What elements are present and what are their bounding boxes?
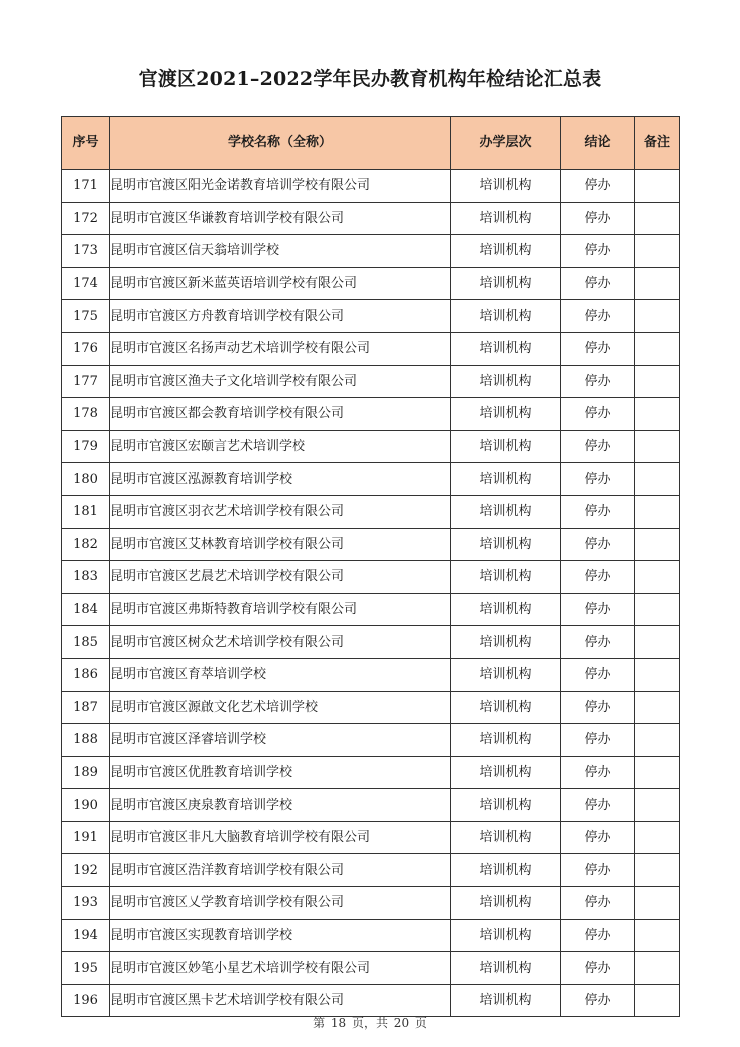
table-row — [62, 300, 680, 333]
cell-level: 培训机构 — [451, 332, 561, 365]
cell-no: 175 — [62, 300, 110, 333]
cell-level: 培训机构 — [451, 528, 561, 561]
cell-no: 187 — [62, 691, 110, 724]
cell-school-name: 昆明市官渡区实现教育培训学校 — [110, 919, 451, 952]
cell-no: 186 — [62, 658, 110, 691]
cell-level: 培训机构 — [451, 398, 561, 431]
table-body — [62, 170, 680, 1017]
cell-school-name: 昆明市官渡区浩洋教育培训学校有限公司 — [110, 854, 451, 887]
table-row — [62, 593, 680, 626]
header-no: 序号 — [62, 117, 110, 170]
cell-school-name: 昆明市官渡区妙笔小星艺术培训学校有限公司 — [110, 952, 451, 985]
cell-level: 培训机构 — [451, 756, 561, 789]
cell-level: 培训机构 — [451, 235, 561, 268]
table-row — [62, 724, 680, 757]
page-number-footer: 第 18 页，共 20 页 — [313, 1016, 427, 1030]
cell-note — [635, 170, 680, 203]
cell-no: 172 — [62, 202, 110, 235]
header-result: 结论 — [561, 117, 635, 170]
cell-school-name: 昆明市官渡区黑卡艺术培训学校有限公司 — [110, 984, 451, 1017]
cell-result: 停办 — [561, 495, 635, 528]
cell-note — [635, 919, 680, 952]
cell-note — [635, 626, 680, 659]
cell-note — [635, 528, 680, 561]
cell-no: 180 — [62, 463, 110, 496]
cell-school-name: 昆明市官渡区泓源教育培训学校 — [110, 463, 451, 496]
cell-result: 停办 — [561, 658, 635, 691]
cell-result: 停办 — [561, 724, 635, 757]
cell-no: 182 — [62, 528, 110, 561]
table-row — [62, 267, 680, 300]
cell-school-name: 昆明市官渡区新米蓝英语培训学校有限公司 — [110, 267, 451, 300]
cell-note — [635, 984, 680, 1017]
cell-result: 停办 — [561, 528, 635, 561]
table-row — [62, 398, 680, 431]
cell-no: 191 — [62, 821, 110, 854]
header-level: 办学层次 — [451, 117, 561, 170]
cell-no: 185 — [62, 626, 110, 659]
cell-school-name: 昆明市官渡区渔夫子文化培训学校有限公司 — [110, 365, 451, 398]
cell-level: 培训机构 — [451, 789, 561, 822]
cell-note — [635, 365, 680, 398]
cell-note — [635, 887, 680, 920]
cell-level: 培训机构 — [451, 463, 561, 496]
table-row — [62, 952, 680, 985]
cell-note — [635, 561, 680, 594]
cell-result: 停办 — [561, 235, 635, 268]
cell-no: 196 — [62, 984, 110, 1017]
cell-result: 停办 — [561, 756, 635, 789]
cell-level: 培训机构 — [451, 430, 561, 463]
summary-table — [61, 116, 680, 1017]
table-row — [62, 430, 680, 463]
cell-result: 停办 — [561, 952, 635, 985]
table-row — [62, 919, 680, 952]
cell-level: 培训机构 — [451, 984, 561, 1017]
cell-level: 培训机构 — [451, 561, 561, 594]
header-school-name: 学校名称（全称） — [110, 117, 451, 170]
cell-level: 培训机构 — [451, 202, 561, 235]
cell-note — [635, 724, 680, 757]
cell-no: 192 — [62, 854, 110, 887]
header-note: 备注 — [635, 117, 680, 170]
cell-no: 174 — [62, 267, 110, 300]
cell-result: 停办 — [561, 789, 635, 822]
cell-no: 189 — [62, 756, 110, 789]
cell-level: 培训机构 — [451, 300, 561, 333]
cell-result: 停办 — [561, 984, 635, 1017]
cell-level: 培训机构 — [451, 724, 561, 757]
cell-result: 停办 — [561, 691, 635, 724]
cell-no: 176 — [62, 332, 110, 365]
cell-result: 停办 — [561, 267, 635, 300]
cell-note — [635, 593, 680, 626]
cell-school-name: 昆明市官渡区华谦教育培训学校有限公司 — [110, 202, 451, 235]
cell-school-name: 昆明市官渡区阳光金诺教育培训学校有限公司 — [110, 170, 451, 203]
table-row — [62, 332, 680, 365]
cell-school-name: 昆明市官渡区非凡大脑教育培训学校有限公司 — [110, 821, 451, 854]
cell-note — [635, 332, 680, 365]
cell-level: 培训机构 — [451, 691, 561, 724]
cell-no: 179 — [62, 430, 110, 463]
cell-result: 停办 — [561, 365, 635, 398]
cell-result: 停办 — [561, 300, 635, 333]
cell-note — [635, 398, 680, 431]
cell-level: 培训机构 — [451, 952, 561, 985]
cell-school-name: 昆明市官渡区方舟教育培训学校有限公司 — [110, 300, 451, 333]
table-row — [62, 365, 680, 398]
table-row — [62, 821, 680, 854]
cell-no: 190 — [62, 789, 110, 822]
table-header-row — [62, 117, 680, 170]
cell-level: 培训机构 — [451, 919, 561, 952]
cell-level: 培训机构 — [451, 626, 561, 659]
table-row — [62, 235, 680, 268]
cell-result: 停办 — [561, 919, 635, 952]
cell-school-name: 昆明市官渡区羽衣艺术培训学校有限公司 — [110, 495, 451, 528]
cell-no: 188 — [62, 724, 110, 757]
cell-note — [635, 267, 680, 300]
table-row — [62, 528, 680, 561]
table-row — [62, 170, 680, 203]
cell-school-name: 昆明市官渡区信天翁培训学校 — [110, 235, 451, 268]
cell-level: 培训机构 — [451, 658, 561, 691]
cell-result: 停办 — [561, 202, 635, 235]
cell-level: 培训机构 — [451, 887, 561, 920]
cell-school-name: 昆明市官渡区育萃培训学校 — [110, 658, 451, 691]
cell-school-name: 昆明市官渡区都会教育培训学校有限公司 — [110, 398, 451, 431]
cell-note — [635, 952, 680, 985]
cell-no: 195 — [62, 952, 110, 985]
cell-result: 停办 — [561, 887, 635, 920]
cell-note — [635, 854, 680, 887]
cell-note — [635, 463, 680, 496]
cell-no: 184 — [62, 593, 110, 626]
table-row — [62, 854, 680, 887]
cell-no: 173 — [62, 235, 110, 268]
table-row — [62, 691, 680, 724]
table-row — [62, 202, 680, 235]
cell-result: 停办 — [561, 821, 635, 854]
cell-note — [635, 495, 680, 528]
cell-school-name: 昆明市官渡区树众艺术培训学校有限公司 — [110, 626, 451, 659]
cell-school-name: 昆明市官渡区优胜教育培训学校 — [110, 756, 451, 789]
cell-level: 培训机构 — [451, 170, 561, 203]
cell-no: 181 — [62, 495, 110, 528]
cell-result: 停办 — [561, 561, 635, 594]
cell-level: 培训机构 — [451, 821, 561, 854]
cell-school-name: 昆明市官渡区弗斯特教育培训学校有限公司 — [110, 593, 451, 626]
cell-level: 培训机构 — [451, 495, 561, 528]
cell-note — [635, 691, 680, 724]
cell-school-name: 昆明市官渡区泽睿培训学校 — [110, 724, 451, 757]
cell-school-name: 昆明市官渡区庚泉教育培训学校 — [110, 789, 451, 822]
cell-note — [635, 300, 680, 333]
cell-level: 培训机构 — [451, 365, 561, 398]
table-row — [62, 887, 680, 920]
table-row — [62, 756, 680, 789]
cell-school-name: 昆明市官渡区名扬声动艺术培训学校有限公司 — [110, 332, 451, 365]
cell-note — [635, 756, 680, 789]
cell-result: 停办 — [561, 626, 635, 659]
cell-no: 193 — [62, 887, 110, 920]
cell-school-name: 昆明市官渡区艾林教育培训学校有限公司 — [110, 528, 451, 561]
cell-note — [635, 658, 680, 691]
table-row — [62, 984, 680, 1017]
cell-school-name: 昆明市官渡区宏颐言艺术培训学校 — [110, 430, 451, 463]
table-row — [62, 658, 680, 691]
table-row — [62, 463, 680, 496]
cell-note — [635, 430, 680, 463]
cell-result: 停办 — [561, 430, 635, 463]
cell-result: 停办 — [561, 593, 635, 626]
table-row — [62, 495, 680, 528]
cell-note — [635, 821, 680, 854]
cell-no: 177 — [62, 365, 110, 398]
cell-result: 停办 — [561, 463, 635, 496]
cell-level: 培训机构 — [451, 593, 561, 626]
cell-result: 停办 — [561, 170, 635, 203]
cell-no: 178 — [62, 398, 110, 431]
cell-note — [635, 789, 680, 822]
cell-result: 停办 — [561, 332, 635, 365]
cell-no: 183 — [62, 561, 110, 594]
table-row — [62, 626, 680, 659]
cell-level: 培训机构 — [451, 267, 561, 300]
cell-level: 培训机构 — [451, 854, 561, 887]
cell-note — [635, 235, 680, 268]
document-title: 官渡区2021–2022学年民办教育机构年检结论汇总表 — [138, 68, 602, 90]
cell-no: 171 — [62, 170, 110, 203]
cell-school-name: 昆明市官渡区艺晨艺术培训学校有限公司 — [110, 561, 451, 594]
cell-result: 停办 — [561, 854, 635, 887]
cell-school-name: 昆明市官渡区源啟文化艺术培训学校 — [110, 691, 451, 724]
cell-note — [635, 202, 680, 235]
cell-no: 194 — [62, 919, 110, 952]
table-row — [62, 789, 680, 822]
cell-result: 停办 — [561, 398, 635, 431]
table-row — [62, 561, 680, 594]
cell-school-name: 昆明市官渡区乂学教育培训学校有限公司 — [110, 887, 451, 920]
